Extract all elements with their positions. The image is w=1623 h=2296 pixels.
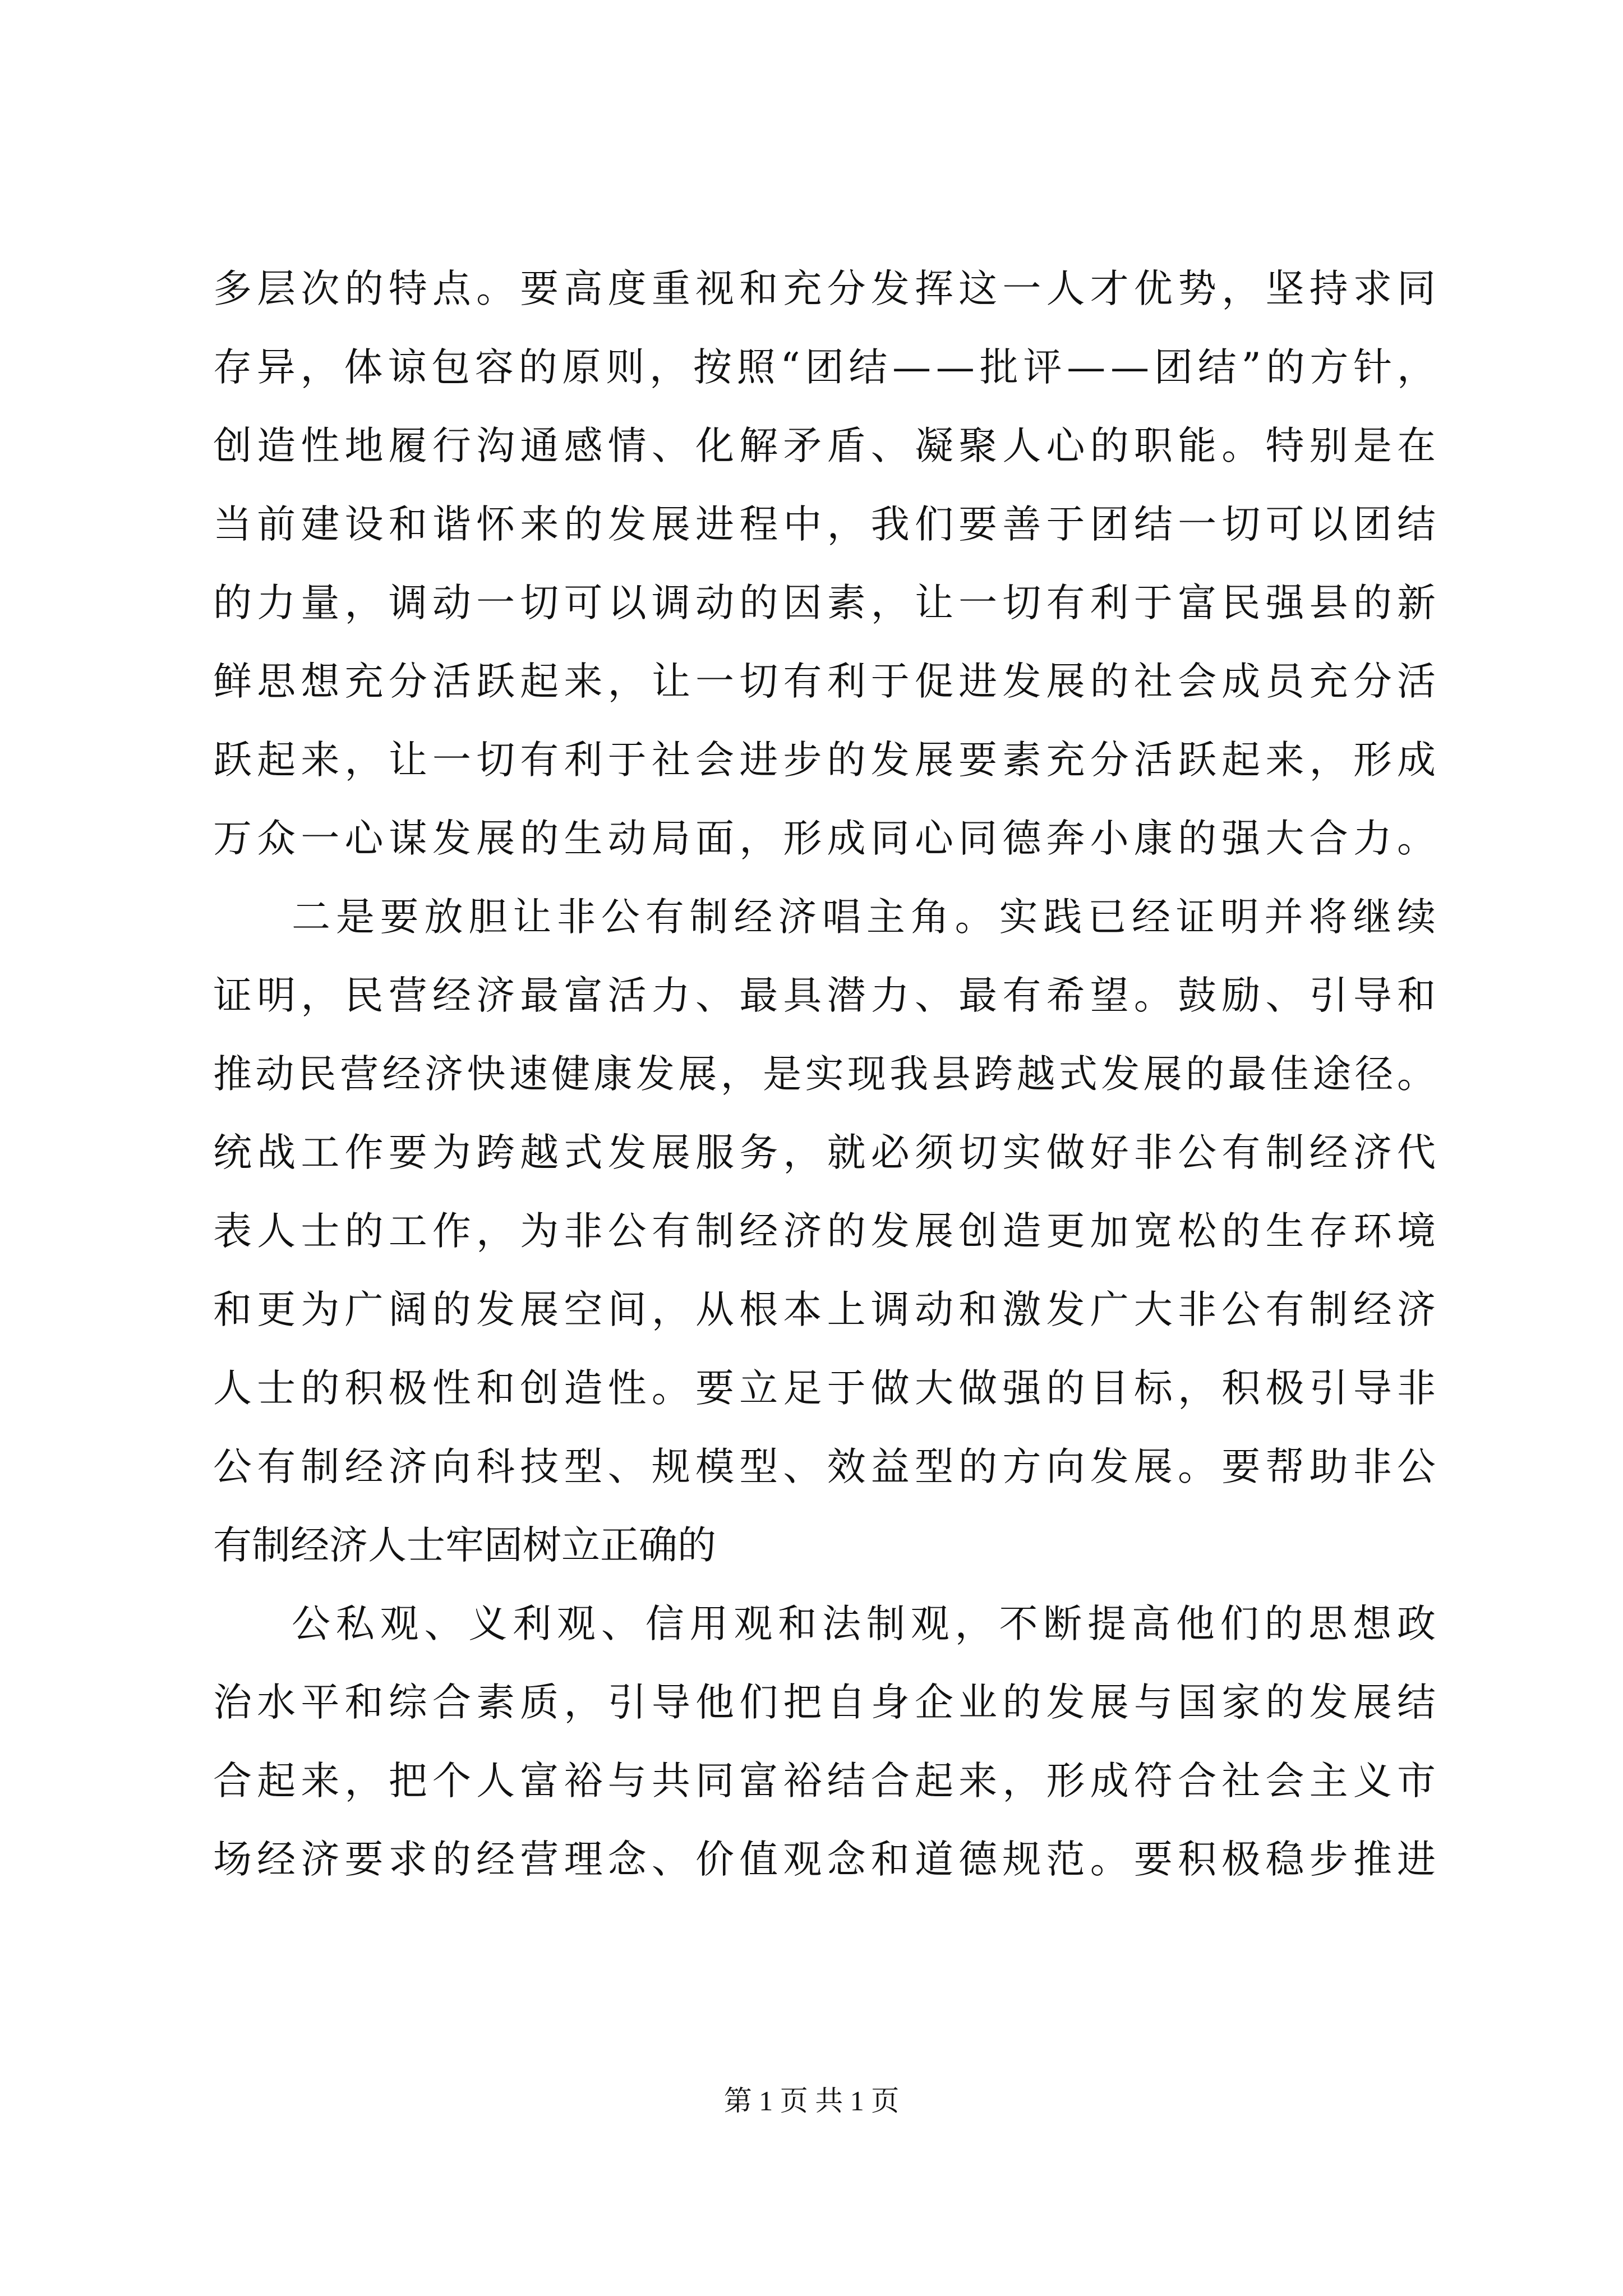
text-line: 合起来，把个人富裕与共同富裕结合起来，形成符合社会主义市 bbox=[213, 1759, 1441, 1803]
text-line: 推动民营经济快速健康发展，是实现我县跨越式发展的最佳途径。 bbox=[213, 1052, 1440, 1097]
text-line: 场经济要求的经营理念、价值观念和道德规范。要积极稳步推进 bbox=[213, 1837, 1441, 1882]
text-line: 人士的积极性和创造性。要立足于做大做强的目标，积极引导非 bbox=[213, 1366, 1441, 1411]
text-line: 证明，民营经济最富活力、最具潜力、最有希望。鼓励、引导和 bbox=[213, 973, 1441, 1018]
text-line: 当前建设和谐怀来的发展进程中，我们要善于团结一切可以团结 bbox=[213, 502, 1441, 547]
text-line: 多层次的特点。要高度重视和充分发挥这一人才优势，坚持求同 bbox=[213, 266, 1441, 311]
text-line: 的力量，调动一切可以调动的因素，让一切有利于富民强县的新 bbox=[213, 581, 1441, 625]
text-line: 创造性地履行沟通感情、化解矛盾、凝聚人心的职能。特别是在 bbox=[213, 424, 1441, 468]
text-line: 鲜思想充分活跃起来，让一切有利于促进发展的社会成员充分活 bbox=[213, 659, 1441, 704]
text-line: 跃起来，让一切有利于社会进步的发展要素充分活跃起来，形成 bbox=[213, 738, 1441, 783]
text-line: 和更为广阔的发展空间，从根本上调动和激发广大非公有制经济 bbox=[213, 1287, 1441, 1332]
text-line: 二是要放胆让非公有制经济唱主角。实践已经证明并将继续 bbox=[292, 895, 1441, 940]
document-body bbox=[213, 250, 1441, 1899]
text-line: 表人士的工作，为非公有制经济的发展创造更加宽松的生存环境 bbox=[213, 1209, 1441, 1254]
text-line: 统战工作要为跨越式发展服务，就必须切实做好非公有制经济代 bbox=[213, 1130, 1441, 1175]
text-line: 万众一心谋发展的生动局面，形成同心同德奔小康的强大合力。 bbox=[213, 816, 1441, 861]
page-footer: 第 1 页 共 1 页 bbox=[723, 2085, 900, 2116]
text-line: 公有制经济向科技型、规模型、效益型的方向发展。要帮助非公 bbox=[213, 1444, 1441, 1489]
text-line: 公私观、义利观、信用观和法制观，不断提高他们的思想政 bbox=[292, 1602, 1441, 1646]
text-line: 有制经济人士牢固树立正确的 bbox=[213, 1523, 716, 1568]
text-line: 存异，体谅包容的原则，按照“团结——批评——团结”的方针， bbox=[213, 345, 1441, 390]
text-line: 治水平和综合素质，引导他们把自身企业的发展与国家的发展结 bbox=[213, 1680, 1441, 1725]
